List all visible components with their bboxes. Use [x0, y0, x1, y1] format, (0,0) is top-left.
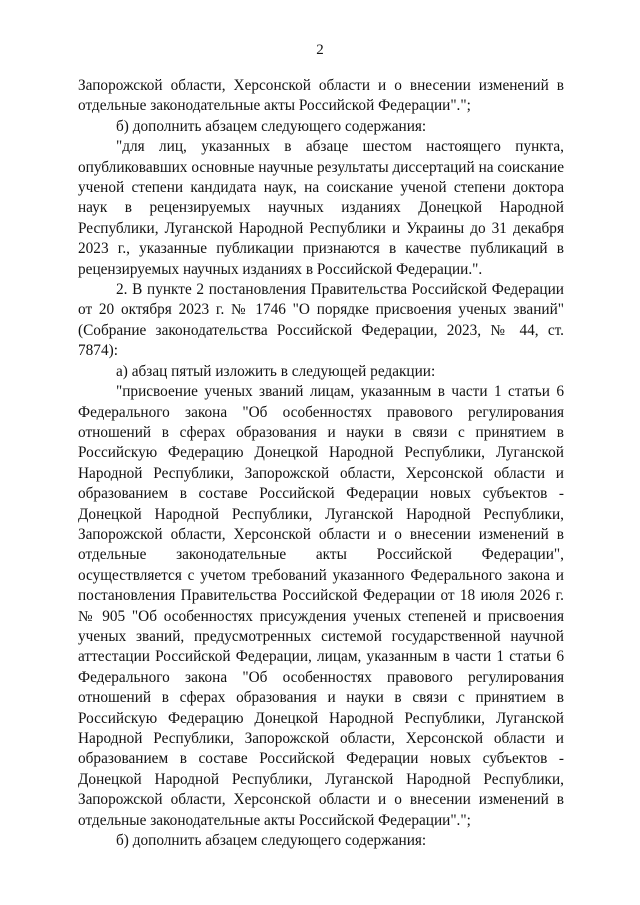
paragraph-item-2: 2. В пункте 2 постановления Правительства Российской Федерации от 20 октября 2023 г. № 1746 "О порядке присвоения ученых званий" (Собрание законодательства Российской Федерации, 2023, № 44, ст. 7874): — [78, 281, 564, 360]
document-body — [78, 76, 564, 851]
paragraph-continuation: Запорожской области, Херсонской области и о внесении изменений в отдельные законодательные акты Российской Федерации"."; — [78, 77, 564, 115]
page-number: 2 — [316, 42, 324, 58]
paragraph-subitem-a: а) абзац пятый изложить в следующей редакции: — [116, 362, 436, 380]
paragraph-quoted-new-wording: "присвоение ученых званий лицам, указанным в части 1 статьи 6 Федерального закона "Об особенностях правового регулирования отношений в сферах образования и науки в связи с принятием в Российскую Федерацию Донецкой Народной Республики, Луганской Народной Республики, Запорожской области, Херсонской области и образованием в составе Российской Федерации новых субъектов - Донецкой Народной Республики, Луганской Народной Республики, Запорожской области, Херсонской области и о внесении изменений в отдельные законодательные акты Российской Федерации", осуществляется с учетом требований указанного Федерального закона и постановления Правительства Российской Федерации от 18 июля 2026 г. № 905 "Об особенностях присуждения ученых степеней и присвоения ученых званий, предусмотренных системой государственной научной аттестации Российской Федерации, лицам, указанным в части 1 статьи 6 Федерального закона "Об особенностях правового регулирования отношений в сферах образования и науки в связи с принятием в Российскую Федерацию Донецкой Народной Республики, Луганской Народной Республики, Запорожской области, Херсонской области и образованием в составе Российской Федерации новых субъектов - Донецкой Народной Республики, Луганской Народной Республики, Запорожской области, Херсонской области и о внесении изменений в отдельные законодательные акты Российской Федерации"."; — [78, 383, 564, 829]
paragraph-quoted-addition: "для лиц, указанных в абзаце шестом настоящего пункта, опубликовавших основные научные результаты диссертаций на соискание ученой степени кандидата наук, на соискание ученой степени доктора наук в рецензируемых научных изданиях Донецкой Народной Республики, Луганской Народной Республики и Украины до 31 декабря 2023 г., указанные публикации признаются в качестве публикаций в рецензируемых научных изданиях в Российской Федерации.". — [78, 138, 564, 278]
paragraph-subitem-b: б) дополнить абзацем следующего содержания: — [116, 117, 427, 135]
paragraph-subitem-b-second: б) дополнить абзацем следующего содержания: — [116, 832, 427, 850]
